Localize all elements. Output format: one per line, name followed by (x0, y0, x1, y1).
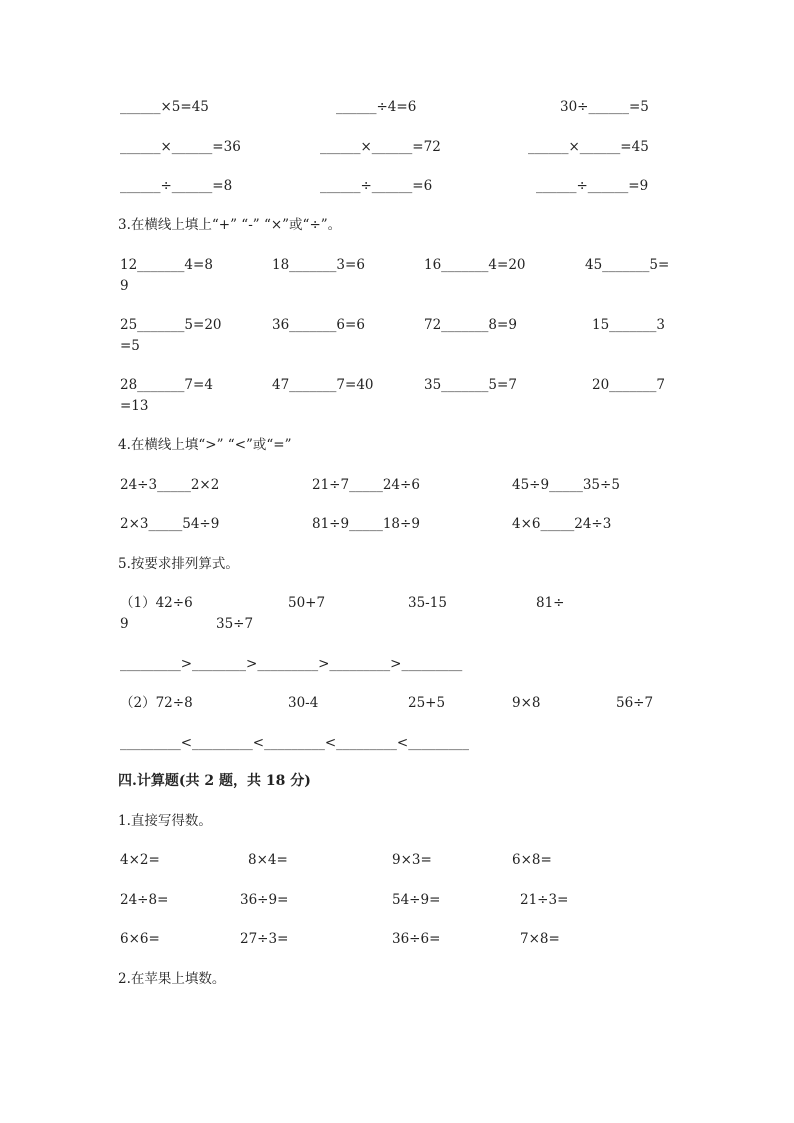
calc-item: 21÷3= (520, 892, 569, 908)
q3-eq-wrap: =5 (120, 338, 140, 354)
q4-compare: 81÷9_____18÷9 (312, 516, 420, 532)
q5-item: （1）42÷6 (120, 595, 193, 611)
q5-item: 56÷7 (616, 695, 654, 711)
eq-a4: ______×______=36 (120, 139, 241, 155)
q3-eq: 35_______5=7 (424, 377, 517, 393)
calc-item: 6×8= (512, 852, 552, 868)
question-4-title: 4.在横线上填“>” “<”或“=” (118, 437, 292, 453)
q5-answer-line-1: _________>________>_________>_________>_________ (120, 656, 463, 672)
q3-eq: 16_______4=20 (424, 257, 526, 273)
q4-compare: 45÷9_____35÷5 (512, 477, 620, 493)
q3-eq: 28_______7=4 (120, 377, 213, 393)
q5-item: 50+7 (288, 595, 326, 611)
eq-a7: ______÷______=8 (120, 178, 233, 194)
q3-eq-wrap: =13 (120, 398, 149, 414)
q3-eq: 25_______5=20 (120, 317, 222, 333)
q4-compare: 24÷3_____2×2 (120, 477, 220, 493)
q3-eq: 15_______3 (592, 317, 666, 333)
eq-a3: 30÷______=5 (560, 99, 649, 115)
calc-item: 54÷9= (392, 892, 441, 908)
calc-item: 8×4= (248, 852, 288, 868)
q3-eq-wrap: 9 (120, 278, 129, 294)
eq-a9: ______÷______=9 (536, 178, 649, 194)
q4-compare: 21÷7_____24÷6 (312, 477, 420, 493)
q5-item: 30-4 (288, 695, 319, 711)
q5-item: 81÷ (536, 595, 565, 611)
q5-item: 9 (120, 616, 129, 632)
calc-item: 6×6= (120, 931, 160, 947)
q5-item: 35÷7 (216, 616, 254, 632)
q5-item: （2）72÷8 (120, 695, 193, 711)
eq-a8: ______÷______=6 (320, 178, 433, 194)
section4-q1-title: 1.直接写得数。 (118, 813, 212, 829)
q5-answer-line-2: _________<_________<_________<_________<_________ (120, 735, 469, 751)
eq-a1: ______×5=45 (120, 99, 209, 115)
eq-a2: ______÷4=6 (336, 99, 417, 115)
q4-compare: 2×3_____54÷9 (120, 516, 220, 532)
question-5-title: 5.按要求排列算式。 (118, 556, 239, 572)
q3-eq: 72_______8=9 (424, 317, 517, 333)
q5-item: 9×8 (512, 695, 541, 711)
q3-eq: 36_______6=6 (272, 317, 365, 333)
q5-item: 35-15 (408, 595, 447, 611)
q4-compare: 4×6_____24÷3 (512, 516, 612, 532)
calc-item: 4×2= (120, 852, 160, 868)
q3-eq: 45_______5= (585, 257, 670, 273)
calc-item: 27÷3= (240, 931, 289, 947)
calc-item: 24÷8= (120, 892, 169, 908)
question-3-title: 3.在横线上填上“+” “-” “×”或“÷”。 (118, 217, 342, 233)
calc-item: 7×8= (520, 931, 560, 947)
q3-eq: 20_______7 (592, 377, 666, 393)
q3-eq: 47_______7=40 (272, 377, 374, 393)
calc-item: 9×3= (392, 852, 432, 868)
section4-q2-title: 2.在苹果上填数。 (118, 971, 226, 987)
eq-a6: ______×______=45 (528, 139, 649, 155)
eq-a5: ______×______=72 (320, 139, 441, 155)
section-4-heading: 四.计算题(共 2 题，共 18 分) (118, 773, 311, 789)
calc-item: 36÷9= (240, 892, 289, 908)
q3-eq: 18_______3=6 (272, 257, 365, 273)
calc-item: 36÷6= (392, 931, 441, 947)
q5-item: 25+5 (408, 695, 446, 711)
q3-eq: 12_______4=8 (120, 257, 213, 273)
